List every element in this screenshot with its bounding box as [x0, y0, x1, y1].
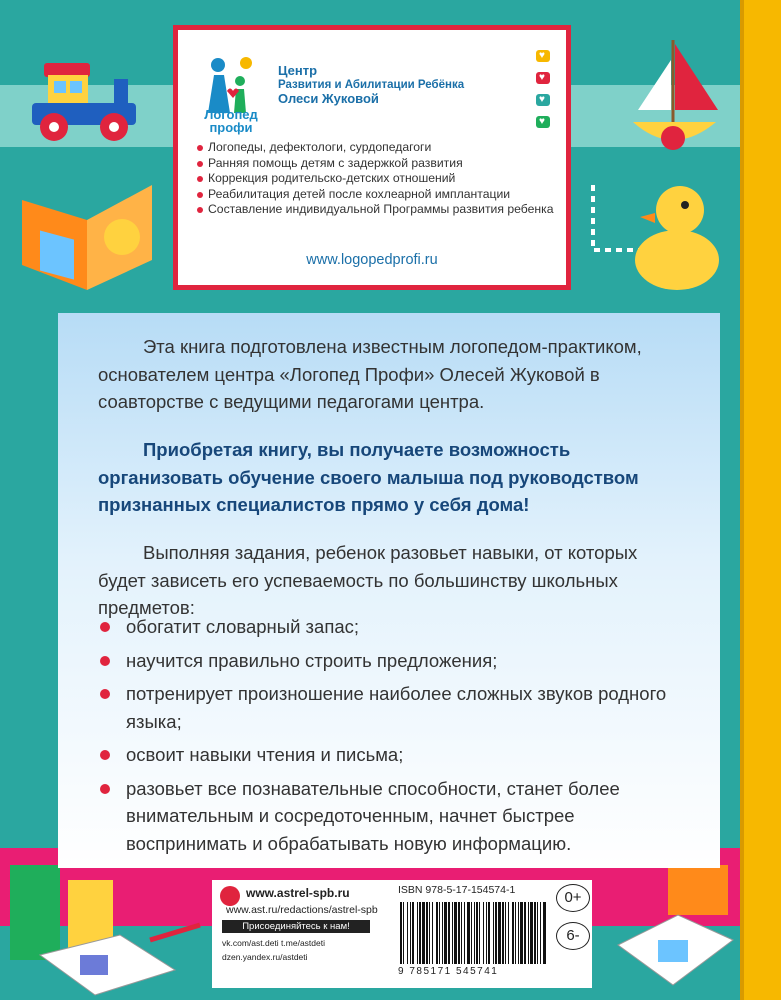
service-item: Реабилитация детей после кохлеарной имплантации [196, 187, 556, 203]
logo-text [196, 108, 266, 134]
heart-icon: ♥ [536, 50, 550, 62]
barcode-icon [398, 902, 548, 964]
skills-list [98, 613, 698, 863]
duck-illustration [585, 165, 725, 300]
age-recommendation-badge: 6- [556, 922, 590, 950]
heart-icon: ♥ [536, 116, 550, 128]
publisher-url[interactable]: www.astrel-spb.ru [246, 886, 350, 900]
service-item: Коррекция родительско-детских отношений [196, 171, 556, 187]
center-info-card [173, 25, 571, 290]
org-line3: Олеси Жуковой [278, 91, 379, 106]
heart-icon: ♥ [536, 72, 550, 84]
books-right-illustration [608, 855, 740, 1000]
list-item: обогатит словарный запас; [98, 613, 698, 641]
publisher-imprint [212, 880, 592, 988]
service-item: Составление индивидуальной Программы развития ребенка [196, 202, 556, 218]
highlight-paragraph: Приобретая книгу, вы получаете возможность организовать обучение своего малыша под руководством признанных специалистов прямо у себя дома! [98, 439, 639, 515]
toy-sailboat-illustration [618, 30, 728, 160]
organization-name [278, 64, 464, 106]
heart-icons [536, 50, 550, 138]
service-item: Логопеды, дефектологи, сурдопедагоги [196, 140, 556, 156]
toy-train-illustration [14, 55, 156, 145]
join-us-banner: Присоединяйтесь к нам! [222, 920, 370, 933]
book-spine [740, 0, 781, 1000]
intro-paragraph: Эта книга подготовлена известным логопедом-практиком, основателем центра «Логопед Профи» Олесей Жуковой в соавторстве с ведущими педагогами центра. [98, 336, 642, 412]
list-item: потренирует произношение наиболее сложных звуков родного языка; [98, 680, 698, 735]
list-item: освоит навыки чтения и письма; [98, 741, 698, 769]
description-panel [58, 313, 720, 868]
logo-text-line2: профи [209, 120, 253, 135]
list-item: разовьет все познавательные способности, станет более внимательным и сосредоточенным, начнет быстрее воспринимать и обрабатывать новую информацию. [98, 775, 698, 858]
service-item: Ранняя помощь детям с задержкой развития [196, 156, 556, 172]
barcode-digits: 9 785171 545741 [398, 966, 499, 977]
logo-text-line1: Логопед [204, 107, 258, 122]
publisher-logo-icon [220, 886, 240, 906]
list-item: научится правильно строить предложения; [98, 647, 698, 675]
books-left-illustration [0, 855, 210, 1000]
publisher-url-secondary[interactable]: www.ast.ru/redactions/astrel-spb [226, 904, 378, 916]
age-rating-badge: 0+ [556, 884, 590, 912]
heart-icon: ♥ [536, 94, 550, 106]
skills-paragraph: Выполняя задания, ребенок разовьет навыки, от которых будет зависеть его успеваемость по большинству школьных предметов: [98, 542, 638, 618]
open-book-illustration [12, 165, 162, 295]
social-links-dzen[interactable]: dzen.yandex.ru/astdeti [222, 952, 308, 962]
social-links[interactable]: vk.com/ast.deti t.me/astdeti [222, 938, 325, 948]
org-line2: Развития и Абилитации Ребёнка [278, 79, 465, 91]
isbn-number: ISBN 978-5-17-154574-1 [398, 884, 516, 896]
org-line1: Центр [278, 63, 318, 78]
website-link[interactable]: www.logopedprofi.ru [306, 252, 438, 268]
services-list [196, 140, 556, 218]
